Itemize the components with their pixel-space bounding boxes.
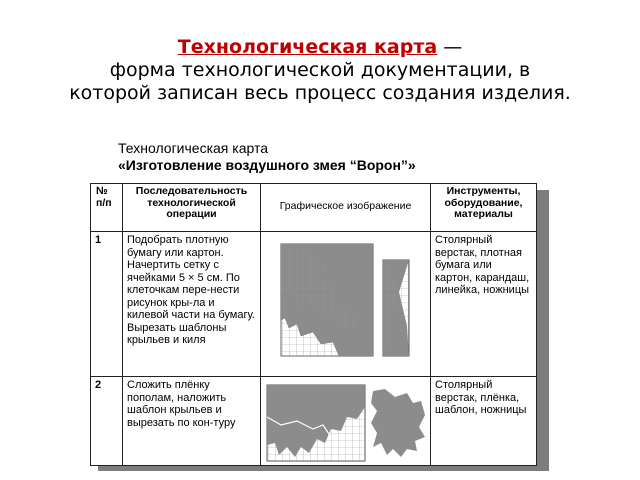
cut-wing-shape [371, 389, 425, 457]
tech-card-table [90, 183, 537, 466]
slide-title [0, 36, 640, 105]
row-2-graphic [261, 377, 431, 466]
card-title-sub: «Изготовление воздушного змея “Ворон”» [118, 157, 416, 173]
dash: — [437, 36, 463, 58]
header-graphic [261, 184, 431, 232]
row-2-num: 2 [91, 377, 123, 466]
row-2-operation: Сложить плёнку пополам, наложить шаблон крыльев и вырезать по кон-туру [123, 377, 261, 466]
definition-line1: форма технологической документации, в [109, 59, 531, 81]
card-title [118, 140, 416, 174]
film-cutting-drawing [261, 377, 431, 465]
card-title-main: Технологическая карта [118, 140, 269, 156]
table-row [91, 377, 537, 466]
header-graphic-label: Графическое изображение [279, 199, 412, 212]
header-row [91, 184, 537, 232]
table-row [91, 232, 537, 377]
row-1-operation: Подобрать плотную бумагу или картон. Начертить сетку с ячейками 5 × 5 см. По клеточкам пере-нести рисунок кры-ла и килевой части на бумагу. Вырезать шаблоны крыльев и киля [123, 232, 261, 377]
header-num [91, 184, 123, 232]
definition-line2: которой записан весь процесс создания изделия. [69, 82, 571, 104]
row-1-num: 1 [91, 232, 123, 377]
wing-template-drawing [261, 232, 431, 376]
slide-title-line1 [0, 36, 640, 59]
header-operations: Последовательность технологической операции [123, 184, 261, 232]
header-num-line1: № [96, 185, 108, 197]
term-link: Технологическая карта [177, 36, 438, 58]
header-tools: Инструменты, оборудование, материалы [431, 184, 537, 232]
row-1-tools: Столярный верстак, плотная бумага или картон, карандаш, линейка, ножницы [431, 232, 537, 377]
row-2-tools: Столярный верстак, плёнка, шаблон, ножницы [431, 377, 537, 466]
header-num-line2: п/п [96, 196, 112, 209]
row-1-graphic [261, 232, 431, 377]
